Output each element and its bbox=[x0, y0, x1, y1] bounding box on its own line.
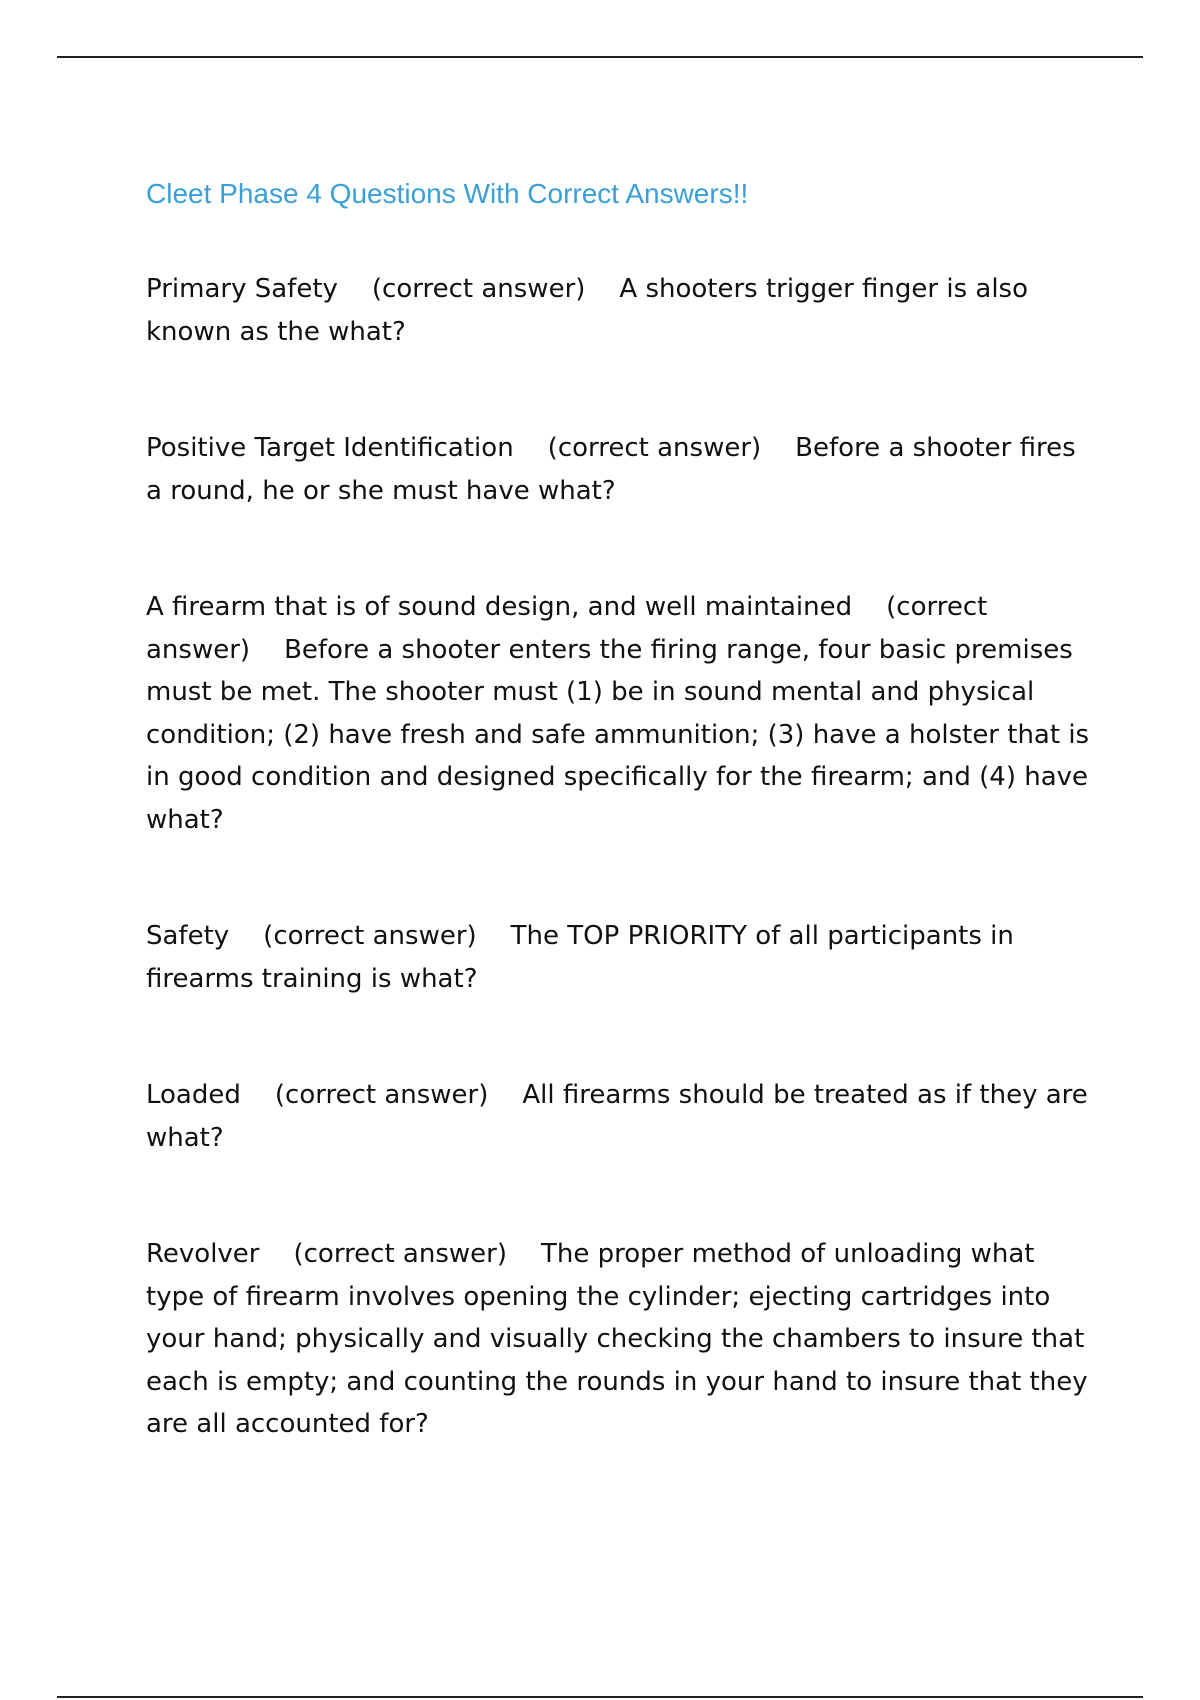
top-rule bbox=[57, 56, 1143, 58]
question-text: Before a shooter fires a round, he or she must have what? bbox=[146, 433, 1076, 506]
qa-item-2 bbox=[146, 427, 1096, 512]
qa-item-4 bbox=[146, 915, 1096, 1000]
question-text: The TOP PRIORITY of all participants in firearms training is what? bbox=[146, 921, 1014, 994]
answer-text: A firearm that is of sound design, and well maintained bbox=[146, 592, 853, 622]
correct-answer-marker: (correct answer) bbox=[293, 1239, 507, 1269]
question-text: All firearms should be treated as if they are what? bbox=[146, 1080, 1088, 1153]
question-text: A shooters trigger finger is also known as the what? bbox=[146, 274, 1029, 347]
qa-item-6 bbox=[146, 1233, 1096, 1446]
correct-answer-marker: (correct answer) bbox=[274, 1080, 489, 1110]
correct-answer-marker: (correct answer) bbox=[263, 921, 477, 951]
qa-item-5 bbox=[146, 1074, 1096, 1159]
bottom-rule bbox=[57, 1696, 1143, 1698]
correct-answer-marker: (correct answer) bbox=[146, 592, 988, 665]
answer-text: Revolver bbox=[146, 1239, 260, 1269]
answer-text: Safety bbox=[146, 921, 230, 951]
qa-item-1 bbox=[146, 268, 1096, 353]
answer-text: Loaded bbox=[146, 1080, 241, 1110]
question-text: Before a shooter enters the firing range, four basic premises must be met. The shooter must (1) be in sound mental and physical condition; (2) have fresh and safe ammunition; (3) have a holster that is in good condition and designed specifically for the firearm; and (4) have what? bbox=[146, 634, 1090, 835]
qa-item-3 bbox=[146, 586, 1096, 841]
answer-text: Positive Target Identification bbox=[146, 433, 514, 463]
correct-answer-marker: (correct answer) bbox=[371, 274, 586, 304]
correct-answer-marker: (correct answer) bbox=[547, 433, 762, 463]
question-text: The proper method of unloading what type of firearm involves opening the cylinder; ejecting cartridges into your hand; physically and visually checking the chambers to insure that each is empty; and counting the rounds in your hand to insure that they are all accounted for? bbox=[146, 1239, 1088, 1439]
page-title: Cleet Phase 4 Questions With Correct Answers!! bbox=[146, 178, 749, 209]
answer-text: Primary Safety bbox=[146, 274, 338, 304]
